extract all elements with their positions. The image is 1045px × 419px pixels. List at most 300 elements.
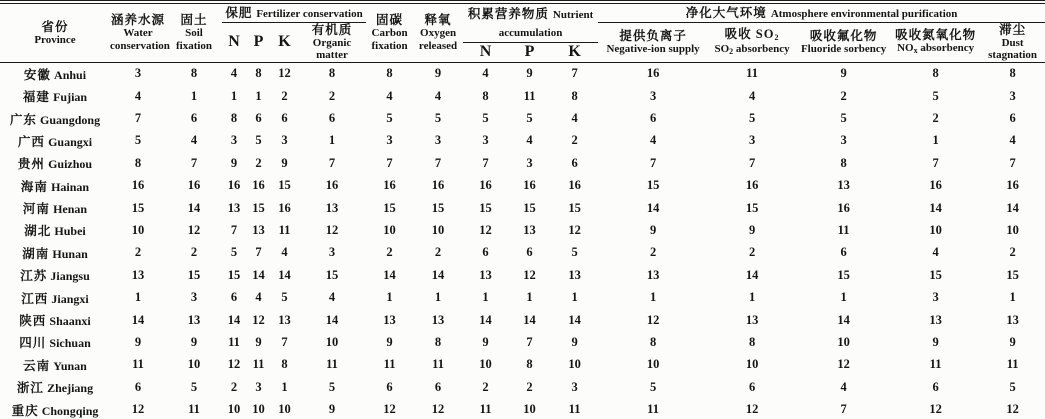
province-zh: 安徽 <box>23 67 51 82</box>
rank-cell-dust: 15 <box>1006 267 1019 282</box>
rank-cell-fert-n: 2 <box>230 379 238 394</box>
header-nutrient-en: Nutrient accumulation <box>498 9 594 40</box>
rank-cell-oxygen: 12 <box>431 402 445 417</box>
rank-cell-nut-n: 12 <box>479 222 492 237</box>
rank-cell-negion: 1 <box>649 290 657 305</box>
rank-cell-fert-p: 11 <box>252 357 265 372</box>
rank-cell-fert-k: 3 <box>281 133 288 148</box>
header-fertilizer-en: Fertilizer conservation <box>256 8 363 20</box>
rank-cell-nut-p: 6 <box>526 245 533 260</box>
rank-cell-carbon: 13 <box>383 312 396 327</box>
rank-cell-water: 9 <box>134 334 142 349</box>
header-nutrient-group <box>463 2 598 43</box>
rank-cell-organic: 9 <box>328 402 336 417</box>
rank-cell-fert-k: 16 <box>278 200 291 215</box>
province-cell <box>0 85 110 107</box>
rank-cell-fert-k: 15 <box>278 178 291 193</box>
rank-cell-nut-n: 15 <box>479 200 492 215</box>
rank-cell-nut-k: 11 <box>568 402 581 417</box>
rank-cell-soil: 9 <box>190 334 198 349</box>
rank-cell-dust: 9 <box>1009 334 1016 349</box>
rank-cell-water: 11 <box>132 357 144 372</box>
header-organic-zh: 有机质 <box>311 22 353 37</box>
rank-cell-fluoride: 1 <box>840 290 847 305</box>
rank-cell-water: 8 <box>134 155 142 170</box>
rank-cell-so2: 16 <box>745 178 759 193</box>
province-zh: 湖南 <box>22 246 50 261</box>
rank-cell-fert-p: 13 <box>252 222 265 237</box>
province-en: Anhui <box>54 67 87 82</box>
rank-cell-carbon: 16 <box>383 178 396 193</box>
rank-cell-carbon: 7 <box>386 155 393 170</box>
rank-cell-nut-n: 2 <box>482 379 489 394</box>
rank-cell-oxygen: 13 <box>431 312 445 327</box>
province-zh: 云南 <box>23 358 51 373</box>
province-zh: 江苏 <box>20 269 48 284</box>
rank-cell-dust: 7 <box>1009 155 1016 170</box>
rank-cell-oxygen: 4 <box>434 88 442 103</box>
rank-cell-carbon: 2 <box>386 245 393 260</box>
header-carbon-en1: Carbon <box>371 27 408 40</box>
header-water-en2: conservation <box>110 39 170 52</box>
rank-cell-nut-k: 7 <box>571 66 578 81</box>
table-header <box>0 2 1045 62</box>
province-en: Sichuan <box>49 336 91 351</box>
rank-cell-negion: 8 <box>649 334 657 349</box>
rank-cell-nox: 14 <box>929 200 942 215</box>
province-cell <box>0 376 110 398</box>
rank-cell-dust: 10 <box>1006 222 1019 237</box>
rank-cell-nox: 8 <box>932 66 939 81</box>
header-nox-en: $NO_x$ absorbency <box>897 42 975 56</box>
rank-cell-nox: 2 <box>932 111 939 125</box>
table-row <box>0 242 1045 264</box>
rank-cell-so2: 7 <box>748 155 756 170</box>
rank-cell-organic: 14 <box>325 312 339 327</box>
province-en: Shaanxi <box>49 314 91 329</box>
header-nutrient-k: K <box>568 43 581 61</box>
province-cell <box>0 398 110 419</box>
rank-cell-negion: 16 <box>646 66 660 81</box>
rank-cell-so2: 9 <box>748 222 756 237</box>
rank-cell-nut-n: 6 <box>482 245 489 260</box>
rank-cell-fert-p: 14 <box>252 267 265 282</box>
rank-cell-nox: 3 <box>932 290 939 305</box>
province-cell <box>0 130 110 152</box>
rank-cell-fert-k: 9 <box>281 155 288 170</box>
rank-cell-dust: 13 <box>1006 312 1019 327</box>
header-water-zh: 涵养水源 <box>110 13 165 28</box>
rank-cell-nut-p: 11 <box>523 88 536 103</box>
rank-cell-so2: 2 <box>748 245 756 260</box>
header-oxygen-en1: Oxygen <box>420 27 457 40</box>
rank-cell-water: 16 <box>131 178 145 193</box>
header-so2-en: $SO_2$ absorbency <box>714 43 790 57</box>
rank-cell-fert-n: 10 <box>227 402 241 417</box>
province-en: Hainan <box>51 179 90 194</box>
table-row <box>0 174 1045 196</box>
rank-cell-nox: 13 <box>929 312 942 327</box>
rank-cell-nut-p: 7 <box>526 334 533 349</box>
rank-cell-oxygen: 1 <box>434 290 442 305</box>
rank-cell-negion: 3 <box>649 88 657 103</box>
rank-cell-dust: 12 <box>1006 402 1019 417</box>
rank-cell-negion: 12 <box>646 312 660 327</box>
header-soil-fixation <box>166 2 222 62</box>
rank-cell-nut-k: 15 <box>568 200 581 215</box>
rank-cell-fert-p: 9 <box>255 334 262 349</box>
rank-cell-so2: 11 <box>746 66 758 81</box>
rank-cell-nut-p: 10 <box>523 402 536 417</box>
header-water-en1: Water <box>123 27 153 40</box>
rank-cell-dust: 4 <box>1009 133 1016 148</box>
rank-cell-carbon: 12 <box>383 402 396 417</box>
rank-cell-fert-p: 6 <box>255 111 262 125</box>
province-zh: 福建 <box>22 90 50 105</box>
rank-cell-nox: 15 <box>929 267 942 282</box>
rank-cell-so2: 15 <box>745 200 759 215</box>
rank-cell-negion: 5 <box>649 379 657 394</box>
rank-cell-nut-k: 13 <box>568 267 581 282</box>
rank-cell-so2: 10 <box>745 357 759 372</box>
rank-cell-fert-p: 3 <box>255 379 262 394</box>
table-row <box>0 309 1045 331</box>
rank-cell-fert-k: 4 <box>281 245 288 260</box>
rank-cell-so2: 14 <box>745 267 759 282</box>
rank-cell-water: 6 <box>134 379 142 394</box>
header-so2-zh: 吸收 $SO_2$ <box>724 27 780 43</box>
rank-cell-carbon: 1 <box>386 290 393 305</box>
rank-cell-carbon: 3 <box>386 133 393 148</box>
province-cell <box>0 219 110 241</box>
header-fertilizer-n: N <box>228 33 240 51</box>
province-en: Jiangsu <box>50 269 90 284</box>
province-cell <box>0 331 110 353</box>
rank-cell-negion: 13 <box>646 267 660 282</box>
province-en: Guizhou <box>48 157 93 172</box>
rank-cell-nox: 9 <box>932 334 939 349</box>
rank-cell-nox: 4 <box>932 245 939 260</box>
rank-cell-oxygen: 7 <box>434 155 442 170</box>
rank-cell-fluoride: 2 <box>840 88 847 103</box>
rank-cell-nut-n: 10 <box>479 357 492 372</box>
rank-cell-soil: 4 <box>190 133 198 148</box>
rank-cell-water: 15 <box>131 200 145 215</box>
rank-cell-fluoride: 13 <box>837 178 850 193</box>
rank-cell-dust: 1 <box>1009 290 1016 305</box>
rank-cell-fert-p: 12 <box>252 312 265 327</box>
rank-cell-water: 10 <box>131 222 145 237</box>
rank-cell-fert-k: 10 <box>278 402 291 417</box>
rank-cell-so2: 12 <box>745 402 759 417</box>
rank-cell-soil: 11 <box>188 402 200 417</box>
table-row <box>0 354 1045 376</box>
province-zh: 重庆 <box>11 403 39 418</box>
rank-cell-fert-n: 11 <box>228 334 240 349</box>
rank-cell-soil: 12 <box>187 222 201 237</box>
rank-cell-organic: 11 <box>326 357 338 372</box>
rank-cell-nut-p: 13 <box>523 222 536 237</box>
rank-cell-oxygen: 3 <box>434 133 442 148</box>
header-nox-absorbency <box>891 22 980 62</box>
header-dust-en: Dust stagnation <box>988 36 1038 62</box>
rank-cell-nut-k: 16 <box>568 178 581 193</box>
header-atmosphere-group <box>598 2 1045 22</box>
rank-cell-soil: 15 <box>187 267 201 282</box>
rank-cell-fert-p: 8 <box>255 66 262 81</box>
header-province <box>0 2 110 62</box>
table-row <box>0 152 1045 174</box>
province-cell <box>0 62 110 85</box>
rank-cell-carbon: 15 <box>383 200 396 215</box>
rank-cell-carbon: 4 <box>386 88 393 103</box>
rank-cell-oxygen: 6 <box>434 379 442 394</box>
rank-cell-dust: 3 <box>1009 88 1016 103</box>
province-zh: 河南 <box>22 202 50 217</box>
rank-cell-nut-k: 14 <box>568 312 581 327</box>
rank-cell-negion: 10 <box>646 357 660 372</box>
rank-cell-fert-n: 1 <box>230 88 238 103</box>
rank-cell-fert-n: 9 <box>230 155 238 170</box>
header-negion-en: Negative-ion supply <box>606 43 700 56</box>
rank-cell-oxygen: 5 <box>434 111 442 125</box>
rank-cell-nut-p: 5 <box>526 111 533 125</box>
rank-cell-fert-k: 13 <box>278 312 291 327</box>
rank-cell-soil: 13 <box>187 312 201 327</box>
rank-cell-carbon: 10 <box>383 222 396 237</box>
rank-cell-fert-k: 2 <box>281 88 288 103</box>
rank-cell-carbon: 9 <box>386 334 393 349</box>
rank-cell-fluoride: 16 <box>837 200 850 215</box>
header-oxygen-released <box>413 2 463 62</box>
rank-cell-nox: 1 <box>932 133 939 148</box>
table-row <box>0 107 1045 129</box>
province-en: Fujian <box>53 90 88 105</box>
rank-cell-fert-k: 8 <box>281 357 288 372</box>
province-cell <box>0 286 110 308</box>
rank-cell-fert-n: 12 <box>227 357 241 372</box>
rank-cell-nut-p: 9 <box>526 66 533 81</box>
rank-cell-carbon: 8 <box>386 66 393 81</box>
rank-cell-nox: 6 <box>932 379 939 394</box>
rank-cell-water: 3 <box>134 66 142 81</box>
rank-cell-nut-k: 9 <box>571 334 578 349</box>
rank-cell-fert-p: 1 <box>255 88 262 103</box>
rank-cell-nut-k: 5 <box>571 245 578 260</box>
rank-cell-fert-n: 3 <box>230 133 238 148</box>
rank-cell-fert-n: 14 <box>227 312 241 327</box>
header-fertilizer-zh: 保肥 <box>225 6 253 20</box>
province-cell <box>0 242 110 264</box>
rank-cell-soil: 3 <box>190 290 198 305</box>
header-row-groups <box>0 2 1045 22</box>
rank-cell-fluoride: 4 <box>840 379 847 394</box>
rank-cell-so2: 1 <box>748 290 756 305</box>
province-zh: 湖北 <box>24 224 52 239</box>
rank-cell-dust: 6 <box>1009 111 1016 125</box>
rank-cell-water: 5 <box>134 133 142 148</box>
table-row <box>0 331 1045 353</box>
rank-cell-nox: 11 <box>929 357 942 372</box>
province-cell <box>0 174 110 196</box>
rank-cell-soil: 1 <box>190 88 198 103</box>
rank-cell-nut-k: 8 <box>571 88 578 103</box>
rank-cell-soil: 8 <box>190 66 198 81</box>
province-cell <box>0 354 110 376</box>
table-row <box>0 376 1045 398</box>
rank-cell-fluoride: 15 <box>837 267 850 282</box>
rank-cell-nut-p: 1 <box>526 290 533 305</box>
header-fluoride-en: Fluoride sorbency <box>800 43 887 56</box>
province-cell <box>0 197 110 219</box>
rank-cell-oxygen: 8 <box>434 334 442 349</box>
rank-cell-fert-k: 11 <box>278 222 291 237</box>
header-fertilizer-group <box>222 2 366 22</box>
rank-cell-organic: 1 <box>328 133 336 148</box>
header-carbon-fixation <box>366 2 413 62</box>
rank-cell-fert-k: 6 <box>281 111 288 125</box>
province-en: Chongqing <box>41 403 99 418</box>
rank-cell-soil: 5 <box>190 379 198 394</box>
header-nutrient-n: N <box>479 43 492 61</box>
rank-cell-fluoride: 14 <box>837 312 850 327</box>
header-oxygen-en2: released <box>418 39 458 52</box>
rank-cell-dust: 11 <box>1006 357 1019 372</box>
rank-cell-dust: 14 <box>1006 200 1019 215</box>
table-row <box>0 219 1045 241</box>
header-atmosphere-zh: 净化大气环境 <box>685 6 767 20</box>
rank-cell-oxygen: 9 <box>434 66 442 81</box>
rank-cell-water: 1 <box>134 290 142 305</box>
rank-cell-fluoride: 3 <box>840 133 847 148</box>
rank-cell-fert-k: 1 <box>281 379 288 394</box>
rank-cell-fluoride: 6 <box>840 245 847 260</box>
table-row <box>0 130 1045 152</box>
header-organic-matter <box>298 22 366 62</box>
rank-cell-carbon: 14 <box>383 267 396 282</box>
rank-cell-fert-k: 7 <box>281 334 288 349</box>
rank-cell-so2: 5 <box>748 111 756 125</box>
rank-cell-negion: 11 <box>647 402 659 417</box>
province-zh: 陕西 <box>19 314 47 329</box>
province-en: Yunan <box>53 358 87 373</box>
rank-cell-water: 12 <box>131 402 145 417</box>
rank-cell-oxygen: 10 <box>431 222 445 237</box>
rank-cell-fluoride: 5 <box>840 111 847 125</box>
header-atmosphere-en: Atmosphere environmental purification <box>770 8 958 20</box>
rank-cell-negion: 15 <box>646 178 660 193</box>
rank-cell-fluoride: 9 <box>840 66 847 81</box>
rank-cell-negion: 2 <box>649 245 657 260</box>
rank-cell-fert-p: 16 <box>252 178 265 193</box>
header-soil-en1: Soil <box>185 27 203 40</box>
header-carbon-zh: 固碳 <box>376 13 404 28</box>
rank-cell-nut-n: 5 <box>482 111 489 125</box>
rank-cell-nut-k: 2 <box>571 133 578 148</box>
rank-cell-negion: 4 <box>649 133 657 148</box>
rank-cell-negion: 9 <box>649 222 657 237</box>
rank-cell-so2: 6 <box>748 379 756 394</box>
rank-cell-nut-k: 4 <box>571 111 578 125</box>
rank-cell-nut-p: 2 <box>526 379 533 394</box>
rank-cell-fert-n: 4 <box>230 66 238 81</box>
rank-cell-nut-n: 7 <box>482 155 489 170</box>
rank-cell-negion: 6 <box>649 111 657 125</box>
rank-cell-organic: 10 <box>325 334 339 349</box>
province-en: Jiangxi <box>51 291 89 306</box>
rank-cell-organic: 13 <box>325 200 339 215</box>
rank-cell-fert-p: 5 <box>255 133 262 148</box>
rank-cell-fluoride: 8 <box>840 155 847 170</box>
header-negative-ion-supply <box>598 22 708 62</box>
province-zh: 广东 <box>9 112 37 127</box>
rank-cell-fert-n: 15 <box>227 267 241 282</box>
rank-cell-organic: 8 <box>328 66 336 81</box>
province-en: Guangxi <box>48 134 93 149</box>
province-en: Hunan <box>52 246 88 261</box>
rank-cell-nox: 12 <box>929 402 942 417</box>
rank-cell-water: 7 <box>134 111 142 125</box>
rank-cell-nut-p: 8 <box>526 357 533 372</box>
rank-cell-fert-n: 8 <box>230 111 238 125</box>
rank-cell-oxygen: 15 <box>431 200 445 215</box>
rank-cell-fert-n: 13 <box>227 200 241 215</box>
rank-cell-oxygen: 14 <box>431 267 445 282</box>
rank-cell-soil: 2 <box>190 245 198 260</box>
rank-cell-negion: 14 <box>646 200 660 215</box>
rank-cell-organic: 6 <box>328 111 336 125</box>
rank-cell-nut-n: 8 <box>482 88 489 103</box>
header-province-zh: 省份 <box>41 19 69 34</box>
rank-cell-nut-p: 14 <box>523 312 536 327</box>
rank-cell-fert-n: 5 <box>230 245 238 260</box>
rank-cell-nut-p: 3 <box>526 155 533 170</box>
rank-cell-oxygen: 16 <box>431 178 445 193</box>
rank-cell-fert-k: 14 <box>278 267 291 282</box>
rank-cell-nox: 16 <box>929 178 942 193</box>
rank-cell-soil: 10 <box>187 357 201 372</box>
rank-cell-organic: 3 <box>328 245 336 260</box>
rank-cell-oxygen: 11 <box>432 357 444 372</box>
rank-cell-nut-n: 13 <box>479 267 492 282</box>
province-zh: 贵州 <box>17 157 45 172</box>
province-zh: 海南 <box>20 179 48 194</box>
table-body <box>0 62 1045 419</box>
table-row <box>0 85 1045 107</box>
rank-cell-soil: 6 <box>190 111 198 125</box>
table-row <box>0 197 1045 219</box>
rank-cell-organic: 7 <box>328 155 336 170</box>
header-nutrient-p: P <box>524 43 535 61</box>
rank-cell-organic: 4 <box>328 290 336 305</box>
province-zh: 江西 <box>21 291 49 306</box>
rank-cell-so2: 8 <box>748 334 756 349</box>
province-cell <box>0 264 110 286</box>
rank-cell-dust: 8 <box>1009 66 1016 81</box>
province-en: Hubei <box>54 224 86 239</box>
header-organic-en: Organic matter <box>312 36 352 62</box>
rank-cell-dust: 16 <box>1006 178 1019 193</box>
header-so2-absorbency <box>708 22 796 62</box>
header-carbon-en2: fixation <box>371 39 408 52</box>
province-en: Zhejiang <box>47 381 94 396</box>
rank-cell-fert-n: 16 <box>227 178 241 193</box>
rank-cell-fluoride: 7 <box>840 402 847 417</box>
rank-cell-carbon: 6 <box>386 379 393 394</box>
rank-cell-soil: 7 <box>190 155 198 170</box>
rank-cell-so2: 4 <box>748 88 756 103</box>
rank-cell-nut-n: 11 <box>479 402 492 417</box>
